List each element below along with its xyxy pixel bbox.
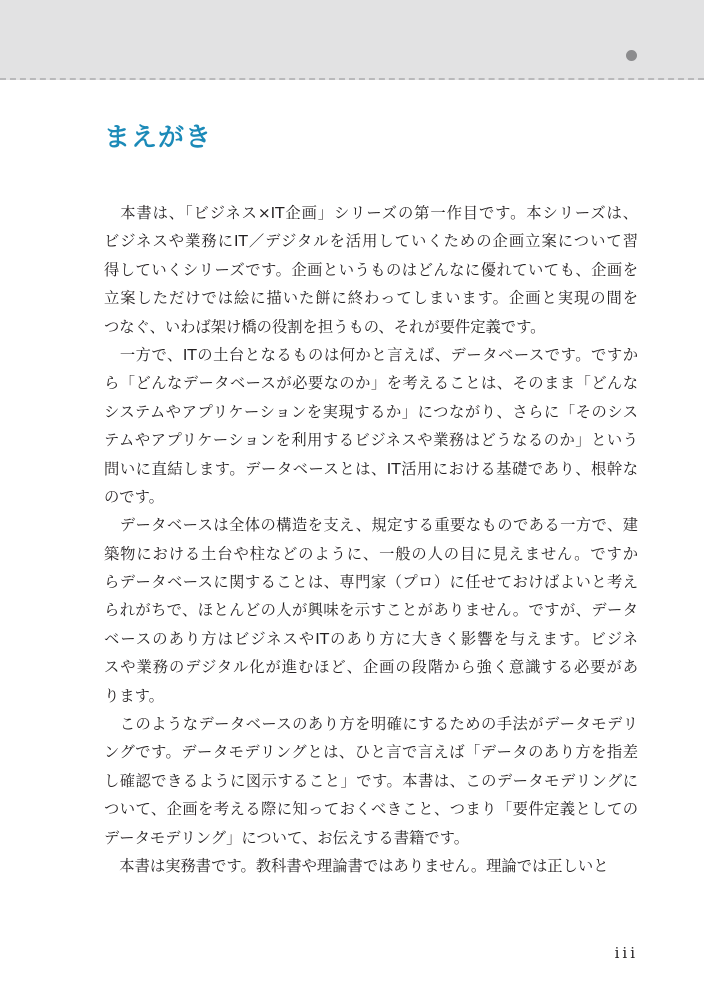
paragraph-3-line: らデータベースに関することは、専門家（プロ）に任せておけばよいと考え bbox=[104, 573, 638, 592]
body-text bbox=[104, 199, 638, 880]
paragraph-4-line: ついて、企画を考える際に知っておくべきこと、つまり「要件定義としての bbox=[104, 800, 638, 819]
paragraph-4-line: データモデリング」について、お伝えする書籍です。 bbox=[104, 828, 469, 847]
paragraph-2-line: ら「どんなデータベースが必要なのか」を考えることは、そのまま「どんな bbox=[104, 374, 638, 393]
paragraph-3-line: データベースは全体の構造を支え、規定する重要なものである一方で、建 bbox=[104, 516, 638, 535]
paragraph-5-line: 本書は実務書です。教科書や理論書ではありません。理論では正しいと bbox=[104, 856, 609, 875]
paragraph-2-line: システムやアプリケーションを実現するか」につながり、さらに「そのシス bbox=[104, 402, 638, 421]
paragraph-2-line: テムやアプリケーションを利用するビジネスや業務はどうなるのか」という bbox=[104, 431, 638, 450]
header-dot-icon bbox=[626, 50, 637, 61]
paragraph-1-line: 本書は、「ビジネス×IT企画」シリーズの第一作目です。本シリーズは、 bbox=[104, 204, 638, 222]
paragraph-2-line: 問いに直結します。データベースとは、IT活用における基礎であり、根幹な bbox=[104, 459, 638, 478]
paragraph-2-line: 一方で、ITの土台となるものは何かと言えば、データベースです。ですか bbox=[104, 345, 638, 364]
header-band bbox=[0, 0, 704, 80]
paragraph-3-line: スや業務のデジタル化が進むほど、企画の段階から強く意識する必要があ bbox=[104, 658, 638, 677]
paragraph-1-line: つなぐ、いわば架け橋の役割を担うもの、それが要件定義です。 bbox=[104, 317, 546, 336]
paragraph-1-line: 得していくシリーズです。企画というものはどんなに優れていても、企画を bbox=[104, 260, 638, 279]
page-title: まえがき bbox=[104, 123, 213, 153]
page-number: iii bbox=[614, 944, 638, 962]
paragraph-1-line: ビジネスや業務にIT／デジタルを活用していくための企画立案について習 bbox=[104, 232, 638, 251]
paragraph-4-line: このようなデータベースのあり方を明確にするための手法がデータモデリ bbox=[104, 715, 638, 734]
paragraph-2-line: のです。 bbox=[104, 487, 164, 506]
paragraph-3-line: られがちで、ほとんどの人が興味を示すことがありません。ですが、データ bbox=[104, 601, 638, 620]
paragraph-4-line: し確認できるように図示すること」です。本書は、このデータモデリングに bbox=[104, 771, 638, 790]
paragraph-3-line: 築物における土台や柱などのように、一般の人の目に見えません。ですか bbox=[104, 544, 638, 563]
paragraph-4-line: ングです。データモデリングとは、ひと言で言えば「データのあり方を指差 bbox=[104, 743, 638, 762]
paragraph-3-line: ベースのあり方はビジネスやITのあり方に大きく影響を与えます。ビジネ bbox=[104, 629, 638, 648]
paragraph-3-line: ります。 bbox=[104, 686, 164, 705]
paragraph-1-line: 立案しただけでは絵に描いた餅に終わってしまいます。企画と実現の間を bbox=[104, 289, 638, 308]
